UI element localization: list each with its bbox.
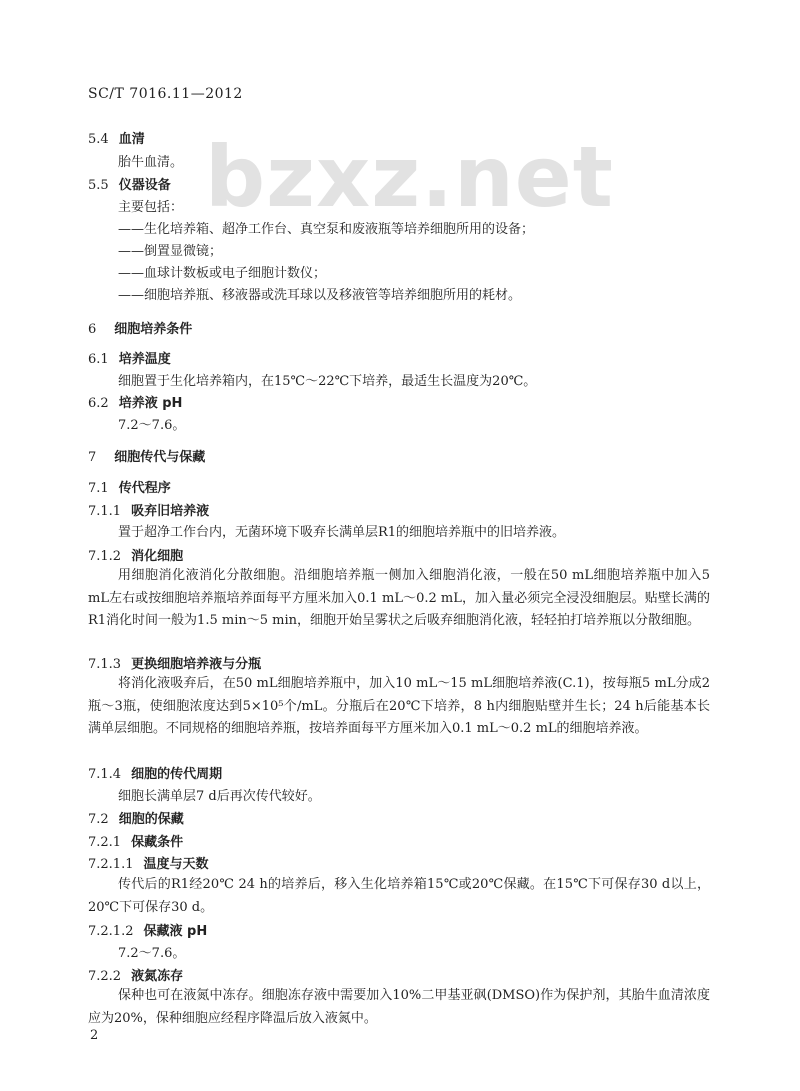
section-7-1-3-heading bbox=[88, 653, 261, 672]
section-number: 7.2.1 bbox=[88, 835, 122, 850]
section-number: 7.2.1.1 bbox=[88, 857, 134, 872]
section-7-2-2-text: 保种也可在液氮中冻存。细胞冻存液中需要加入10%二甲基亚砜(DMSO)作为保护剂，其胎牛血清浓度应为20%，保种细胞应经程序降温后放入液氮中。 bbox=[88, 988, 710, 1026]
section-title: 温度与天数 bbox=[143, 857, 209, 872]
section-7-2-1-heading bbox=[88, 831, 183, 850]
section-number: 7.1 bbox=[88, 481, 109, 496]
section-6-heading bbox=[88, 318, 192, 337]
list-item: ——倒置显微镜； bbox=[118, 244, 223, 259]
section-7-1-1-heading bbox=[88, 500, 209, 519]
section-7-2-1-1-text: 传代后的R1经20℃ 24 h的培养后，移入生化培养箱15℃或20℃保藏。在15℃下可保存30 d以上，20℃下可保存30 d。 bbox=[88, 877, 710, 915]
section-number: 6.1 bbox=[88, 352, 109, 367]
section-5-4-heading bbox=[88, 128, 145, 147]
section-number: 7.1.1 bbox=[88, 504, 122, 519]
section-title: 细胞的保藏 bbox=[118, 812, 184, 827]
section-6-1-text: 细胞置于生化培养箱内，在15℃～22℃下培养，最适生长温度为20℃。 bbox=[118, 374, 537, 389]
watermark: bzxz.net bbox=[205, 128, 614, 226]
section-5-5-intro: 主要包括： bbox=[118, 200, 184, 215]
section-7-1-4-heading bbox=[88, 763, 222, 782]
section-title: 吸弃旧培养液 bbox=[131, 504, 210, 519]
section-title: 保藏条件 bbox=[131, 835, 184, 850]
section-number: 7.2.2 bbox=[88, 969, 122, 984]
section-7-2-2-heading bbox=[88, 965, 183, 984]
section-7-2-1-1-heading bbox=[88, 853, 209, 872]
section-number: 7.1.3 bbox=[88, 657, 122, 672]
list-item: ——生化培养箱、超净工作台、真空泵和废液瓶等培养细胞所用的设备； bbox=[118, 222, 535, 237]
section-title: 仪器设备 bbox=[118, 178, 171, 193]
section-7-1-3-text: 将消化液吸弃后，在50 mL细胞培养瓶中，加入10 mL～15 mL细胞培养液(C.1)，按每瓶5 mL分成2瓶～3瓶，使细胞浓度达到5×10⁵个/mL。分瓶后在20℃下培养，8 h内细胞贴壁并生长；24 h后能基本长满单层细胞。不同规格的细胞培养瓶，按培养面每平方厘米加入0.1 mL～0.2 mL的细胞培养液。 bbox=[88, 676, 710, 736]
section-7-1-2-text: 用细胞消化液消化分散细胞。沿细胞培养瓶一侧加入细胞消化液，一般在50 mL细胞培养瓶中加入5 mL左右或按细胞培养瓶培养面每平方厘米加入0.1 mL～0.2 mL，加入量必须完全浸没细胞层。贴壁长满的R1消化时间一般为1.5 min～5 min，细胞开始呈雾状之后吸弃细胞消化液，轻轻拍打培养瓶以分散细胞。 bbox=[88, 568, 710, 628]
section-title: 细胞的传代周期 bbox=[131, 767, 223, 782]
list-item: ——血球计数板或电子细胞计数仪； bbox=[118, 266, 327, 281]
section-title: 传代程序 bbox=[118, 481, 171, 496]
section-7-2-1-2-heading bbox=[88, 920, 207, 939]
section-5-5-heading bbox=[88, 174, 171, 193]
section-title: 保藏液 pH bbox=[143, 924, 208, 939]
section-title: 细胞培养条件 bbox=[114, 322, 193, 337]
section-7-1-1-text: 置于超净工作台内，无菌环境下吸弃长满单层R1的细胞培养瓶中的旧培养液。 bbox=[118, 525, 566, 540]
section-title: 消化细胞 bbox=[131, 549, 184, 564]
section-6-2-text: 7.2～7.6。 bbox=[118, 418, 186, 433]
page-number: 2 bbox=[90, 1028, 99, 1043]
section-title: 培养温度 bbox=[118, 352, 171, 367]
section-number: 6 bbox=[88, 322, 97, 337]
section-7-2-1-2-text: 7.2～7.6。 bbox=[118, 946, 186, 961]
section-number: 7.1.4 bbox=[88, 767, 122, 782]
list-item: ——细胞培养瓶、移液器或洗耳球以及移液管等培养细胞所用的耗材。 bbox=[118, 288, 522, 303]
section-5-4-text: 胎牛血清。 bbox=[118, 155, 184, 170]
standard-code-header: SC/T 7016.11—2012 bbox=[88, 86, 243, 102]
section-number: 5.5 bbox=[88, 178, 109, 193]
section-6-1-heading bbox=[88, 348, 171, 367]
section-number: 7.2.1.2 bbox=[88, 924, 134, 939]
section-7-2-heading bbox=[88, 808, 184, 827]
section-title: 细胞传代与保藏 bbox=[114, 450, 206, 465]
section-7-heading bbox=[88, 446, 205, 465]
section-number: 7 bbox=[88, 450, 97, 465]
section-title: 液氮冻存 bbox=[131, 969, 184, 984]
section-7-1-4-text: 细胞长满单层7 d后再次传代较好。 bbox=[118, 789, 321, 804]
section-number: 7.2 bbox=[88, 812, 109, 827]
section-title: 培养液 pH bbox=[118, 396, 183, 411]
section-number: 7.1.2 bbox=[88, 549, 122, 564]
section-number: 6.2 bbox=[88, 396, 109, 411]
section-7-1-heading bbox=[88, 477, 171, 496]
section-title: 血清 bbox=[118, 132, 145, 147]
section-title: 更换细胞培养液与分瓶 bbox=[131, 657, 262, 672]
section-number: 5.4 bbox=[88, 132, 109, 147]
section-6-2-heading bbox=[88, 392, 182, 411]
section-7-1-2-heading bbox=[88, 545, 183, 564]
